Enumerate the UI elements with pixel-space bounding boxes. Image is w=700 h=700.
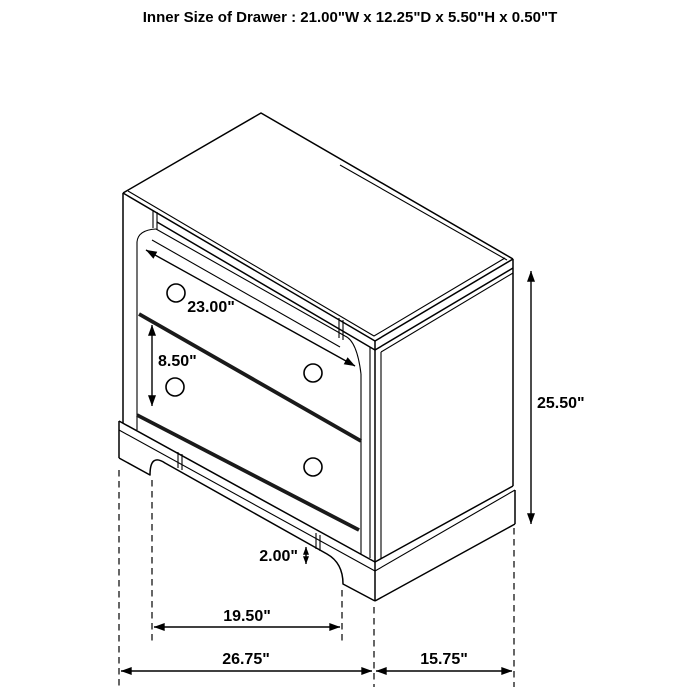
dim-label-drawer-width: 23.00": [187, 299, 235, 316]
dim-label-drawer-height: 8.50": [158, 353, 197, 370]
dim-base-clearance: [259, 547, 306, 565]
side-face: [381, 259, 513, 559]
dim-leg-span: [154, 608, 340, 627]
drawer-knob: [304, 364, 322, 382]
dim-overall-width: [121, 651, 372, 671]
top-back-rim-line: [340, 165, 507, 260]
dim-label-leg-span: 19.50": [223, 608, 271, 625]
front-face: [123, 193, 513, 562]
dim-label-overall-width: 26.75": [222, 651, 270, 668]
plinth-base: [119, 421, 515, 601]
drawer-divider-line: [139, 314, 361, 441]
drawer-bottom-line: [137, 415, 359, 530]
dim-label-overall-depth: 15.75": [420, 651, 468, 668]
dim-label-base-clearance: 2.00": [259, 548, 298, 565]
top-edge-rim-line: [128, 191, 505, 336]
dim-label-overall-height: 25.50": [537, 395, 585, 412]
plinth-front-floor-arches: [119, 458, 375, 601]
top-face: [123, 113, 513, 341]
plinth-molding-line: [119, 430, 515, 571]
drawer-knob: [167, 284, 185, 302]
diagram-title: Inner Size of Drawer : 21.00"W x 12.25"D x 5.50"H x 0.50"T: [142, 9, 558, 26]
dim-overall-height: [531, 271, 585, 524]
side-slab-line: [381, 273, 513, 352]
drawer-knob: [304, 458, 322, 476]
dim-overall-depth: [376, 651, 512, 671]
drawer-knob: [166, 378, 184, 396]
plinth-side-floor-edge: [375, 524, 515, 601]
